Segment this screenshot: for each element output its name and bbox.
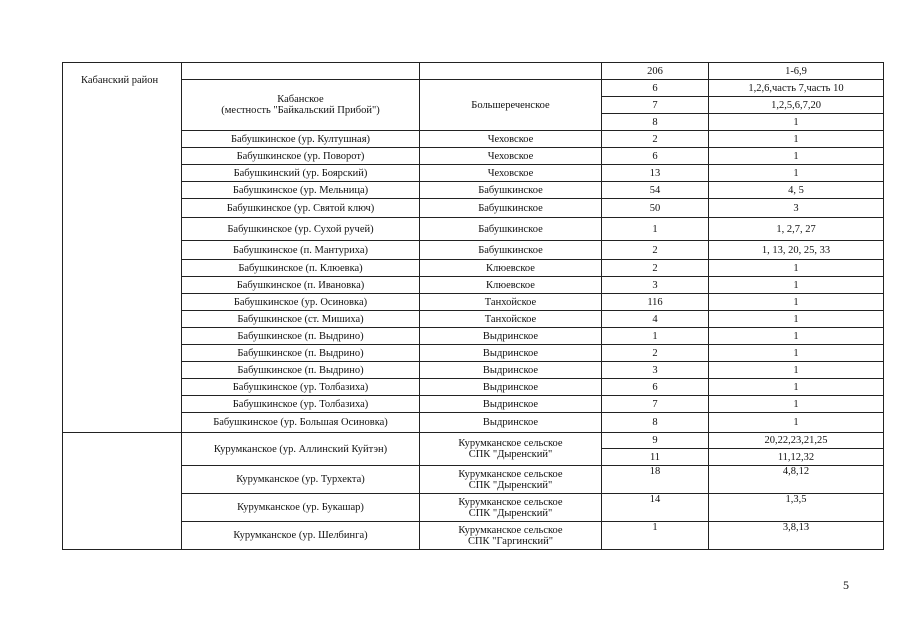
table-row (63, 165, 884, 182)
cell-locality: Бабушкинское (п. Выдрино) (182, 362, 420, 379)
table-row (63, 260, 884, 277)
table-row (63, 413, 884, 433)
cell-plots: 3 (709, 199, 884, 218)
cell-quarter: 7 (602, 97, 709, 114)
cell-plots: 1 (709, 260, 884, 277)
cell-plots: 1 (709, 148, 884, 165)
cell-settlement: Бабушкинское (420, 182, 602, 199)
cell-quarter: 116 (602, 294, 709, 311)
cell-locality: Бабушкинское (п. Выдрино) (182, 345, 420, 362)
cell-plots: 1 (709, 131, 884, 148)
cell-plots: 4,8,12 (709, 466, 884, 494)
cell-settlement: Клюевское (420, 277, 602, 294)
table-row (63, 494, 884, 522)
cell-locality: Бабушкинское (п. Клюевка) (182, 260, 420, 277)
cell-quarter: 206 (602, 63, 709, 80)
table-row (63, 80, 884, 97)
cell-quarter: 11 (602, 449, 709, 466)
cell-settlement: Бабушкинское (420, 241, 602, 260)
cell-quarter: 1 (602, 522, 709, 550)
cell-locality: Бабушкинское (ур. Сухой ручей) (182, 218, 420, 241)
cell-locality: Курумканское (ур. Букашар) (182, 494, 420, 522)
cell-settlement: Выдринское (420, 396, 602, 413)
table-row (63, 433, 884, 449)
table-row (63, 362, 884, 379)
cell-settlement: Чеховское (420, 165, 602, 182)
cell-quarter: 9 (602, 433, 709, 449)
cell-locality: Бабушкинское (ур. Толбазиха) (182, 379, 420, 396)
cell-plots: 1 (709, 379, 884, 396)
page-number: 5 (843, 578, 849, 592)
cell-settlement: Бабушкинское (420, 218, 602, 241)
cell-quarter: 13 (602, 165, 709, 182)
cell-quarter: 4 (602, 311, 709, 328)
cell-locality: Курумканское (ур. Шелбинга) (182, 522, 420, 550)
cell-settlement: Выдринское (420, 362, 602, 379)
cell-settlement: Танхойское (420, 311, 602, 328)
table-row (63, 131, 884, 148)
cell-plots: 1-6,9 (709, 63, 884, 80)
cell-plots: 1 (709, 328, 884, 345)
cell-plots: 1 (709, 277, 884, 294)
cell-quarter: 2 (602, 260, 709, 277)
cell-quarter: 8 (602, 413, 709, 433)
cell-quarter: 18 (602, 466, 709, 494)
cell-locality: Курумканское (ур. Аллинский Куйтэн) (182, 433, 420, 466)
table-row (63, 277, 884, 294)
table-row (63, 182, 884, 199)
cell-settlement: Курумканское сельское СПК "Гаргинский" (420, 522, 602, 550)
cell-plots: 3,8,13 (709, 522, 884, 550)
table-row (63, 466, 884, 494)
cell-quarter: 6 (602, 80, 709, 97)
cell-locality: Курумканское (ур. Турхекта) (182, 466, 420, 494)
cell-quarter: 3 (602, 277, 709, 294)
cell-locality: Бабушкинское (ур. Большая Осиновка) (182, 413, 420, 433)
cell-settlement: Выдринское (420, 345, 602, 362)
cell-settlement: Танхойское (420, 294, 602, 311)
cell-locality: Бабушкинское (п. Выдрино) (182, 328, 420, 345)
cell-locality: Бабушкинское (ур. Толбазиха) (182, 396, 420, 413)
cell-plots: 1, 2,7, 27 (709, 218, 884, 241)
cell-plots: 20,22,23,21,25 (709, 433, 884, 449)
cell-plots: 11,12,32 (709, 449, 884, 466)
table-row (63, 522, 884, 550)
cell-plots: 4, 5 (709, 182, 884, 199)
cell-settlement: Курумканское сельское СПК "Дыренский" (420, 494, 602, 522)
district-cell: Кабанский район (63, 63, 182, 433)
table-row (63, 311, 884, 328)
table-row (63, 294, 884, 311)
table-row (63, 148, 884, 165)
cell-locality: Бабушкинский (ур. Боярский) (182, 165, 420, 182)
cell-quarter: 7 (602, 396, 709, 413)
cell-settlement: Выдринское (420, 328, 602, 345)
cell-plots: 1, 13, 20, 25, 33 (709, 241, 884, 260)
cell-plots: 1,2,6,часть 7,часть 10 (709, 80, 884, 97)
district-cell-2 (63, 433, 182, 550)
cell-locality: Бабушкинское (ур. Святой ключ) (182, 199, 420, 218)
cell-locality: Бабушкинское (ст. Мишиха) (182, 311, 420, 328)
table-row (63, 396, 884, 413)
cell-quarter: 3 (602, 362, 709, 379)
table-row (63, 199, 884, 218)
cell-settlement: Чеховское (420, 131, 602, 148)
cell-locality: Бабушкинское (ур. Поворот) (182, 148, 420, 165)
table-row (63, 379, 884, 396)
cell-locality: Бабушкинское (ур. Култушная) (182, 131, 420, 148)
cell-plots: 1 (709, 114, 884, 131)
cell-locality (182, 63, 420, 80)
cell-plots: 1 (709, 294, 884, 311)
table-row (63, 241, 884, 260)
cell-plots: 1 (709, 345, 884, 362)
cell-quarter: 2 (602, 131, 709, 148)
cell-locality: Бабушкинское (ур. Мельница) (182, 182, 420, 199)
cell-settlement: Бабушкинское (420, 199, 602, 218)
table-row (63, 345, 884, 362)
cell-quarter: 54 (602, 182, 709, 199)
cell-quarter: 2 (602, 241, 709, 260)
table-row (63, 328, 884, 345)
cell-settlement: Курумканское сельское СПК "Дыренский" (420, 433, 602, 466)
cell-plots: 1 (709, 362, 884, 379)
cell-locality: Кабанское (местность "Байкальский Прибой") (182, 80, 420, 131)
cell-quarter: 6 (602, 379, 709, 396)
cell-locality: Бабушкинское (п. Мантуриха) (182, 241, 420, 260)
cell-quarter: 50 (602, 199, 709, 218)
cell-quarter: 8 (602, 114, 709, 131)
data-table (62, 62, 884, 550)
cell-plots: 1 (709, 396, 884, 413)
cell-settlement: Выдринское (420, 413, 602, 433)
cell-quarter: 2 (602, 345, 709, 362)
cell-settlement: Чеховское (420, 148, 602, 165)
cell-plots: 1,3,5 (709, 494, 884, 522)
cell-locality: Бабушкинское (ур. Осиновка) (182, 294, 420, 311)
cell-settlement: Выдринское (420, 379, 602, 396)
table-row (63, 218, 884, 241)
cell-plots: 1 (709, 413, 884, 433)
cell-plots: 1,2,5,6,7,20 (709, 97, 884, 114)
cell-settlement: Курумканское сельское СПК "Дыренский" (420, 466, 602, 494)
cell-plots: 1 (709, 165, 884, 182)
cell-locality: Бабушкинское (п. Ивановка) (182, 277, 420, 294)
cell-settlement: Большереченское (420, 80, 602, 131)
cell-plots: 1 (709, 311, 884, 328)
cell-settlement (420, 63, 602, 80)
cell-settlement: Клюевское (420, 260, 602, 277)
table-row (63, 63, 884, 80)
cell-quarter: 14 (602, 494, 709, 522)
cell-quarter: 1 (602, 218, 709, 241)
cell-quarter: 1 (602, 328, 709, 345)
cell-quarter: 6 (602, 148, 709, 165)
